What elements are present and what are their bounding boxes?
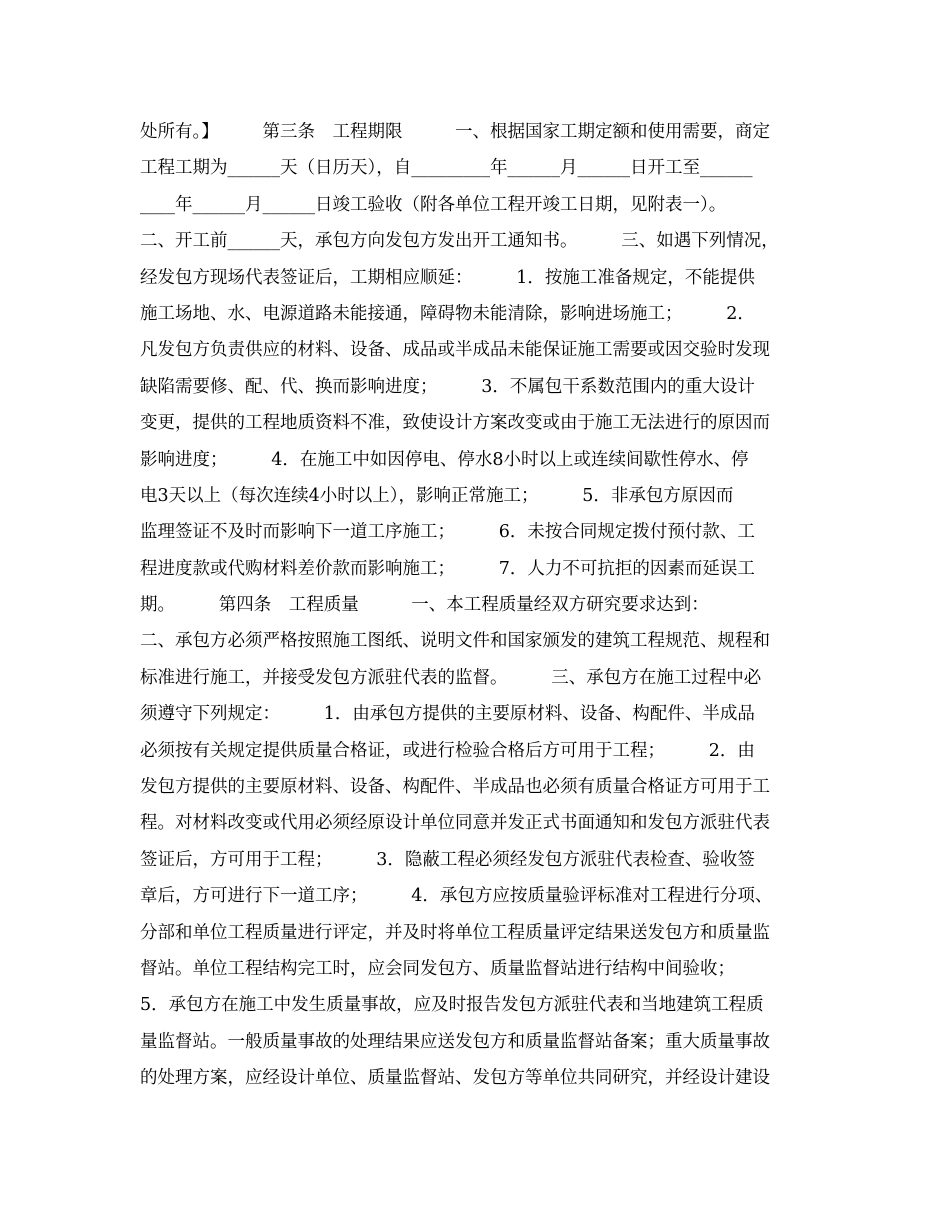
text-line: 分部和单位工程质量进行评定，并及时将单位工程质量评定结果送发包方和质量监 — [140, 922, 770, 943]
text-line: 凡发包方负责供应的材料、设备、成品或半成品未能保证施工需要或因交验时发现 — [140, 340, 770, 361]
text-line: 程。对材料改变或代用必须经原设计单位同意并发正式书面通知和发包方派驻代表 — [140, 813, 770, 834]
text-line: ____年______月______日竣工验收（附各单位工程开竣工日期，见附表一）。 — [140, 194, 727, 215]
text-line: 工程工期为______天（日历天），自_________年______月______日开工至______ — [140, 158, 753, 179]
text-line: 程进度款或代购材料差价款而影响施工； 7．人力不可抗拒的因素而延误工 — [140, 558, 755, 579]
text-line: 量监督站。一般质量事故的处理结果应送发包方和质量监督站备案；重大质量事故 — [140, 1031, 770, 1052]
text-line: 监理签证不及时而影响下一道工序施工； 6．未按合同规定拨付预付款、工 — [140, 522, 755, 543]
text-line: 督站。单位工程结构完工时，应会同发包方、质量监督站进行结构中间验收； — [140, 958, 735, 979]
text-line: 经发包方现场代表签证后，工期相应顺延： 1．按施工准备规定，不能提供 — [140, 267, 755, 288]
text-line: 二、开工前______天，承包方向发包方发出开工通知书。 三、如遇下列情况， — [140, 231, 779, 252]
text-line: 期。 第四条 工程质量 一、本工程质量经双方研究要求达到： — [140, 595, 709, 616]
text-line: 必须按有关规定提供质量合格证，或进行检验合格后方可用于工程； 2．由 — [140, 740, 755, 761]
text-line: 章后，方可进行下一道工序； 4．承包方应按质量验评标准对工程进行分项、 — [140, 886, 773, 907]
text-line: 5．承包方在施工中发生质量事故，应及时报告发包方派驻代表和当地建筑工程质 — [140, 995, 764, 1016]
text-line: 影响进度； 4．在施工中如因停电、停水8小时以上或连续间歇性停水、停 — [140, 449, 749, 470]
text-line: 发包方提供的主要原材料、设备、构配件、半成品也必须有质量合格证方可用于工 — [140, 777, 770, 798]
text-line: 施工场地、水、电源道路未能接通，障碍物未能清除，影响进场施工； 2． — [140, 303, 755, 324]
text-line: 二、承包方必须严格按照施工图纸、说明文件和国家颁发的建筑工程规范、规程和 — [140, 631, 770, 652]
text-line: 须遵守下列规定： 1．由承包方提供的主要原材料、设备、构配件、半成品 — [140, 704, 755, 725]
text-line: 变更，提供的工程地质资料不准，致使设计方案改变或由于施工无法进行的原因而 — [140, 413, 770, 434]
text-line: 的处理方案，应经设计单位、质量监督站、发包方等单位共同研究，并经设计建设 — [140, 1068, 770, 1089]
text-line: 缺陷需要修、配、代、换而影响进度； 3．不属包干系数范围内的重大设计 — [140, 376, 755, 397]
text-line: 电3天以上（每次连续4小时以上），影响正常施工； 5．非承包方原因而 — [140, 485, 734, 506]
text-line: 签证后，方可用于工程； 3．隐蔽工程必须经发包方派驻代表检查、验收签 — [140, 849, 755, 870]
text-line: 处所有。】 第三条 工程期限 一、根据国家工期定额和使用需要，商定 — [140, 122, 770, 142]
text-line: 标准进行施工，并接受发包方派驻代表的监督。 三、承包方在施工过程中必 — [140, 667, 762, 688]
contract-text-body — [140, 114, 830, 1097]
